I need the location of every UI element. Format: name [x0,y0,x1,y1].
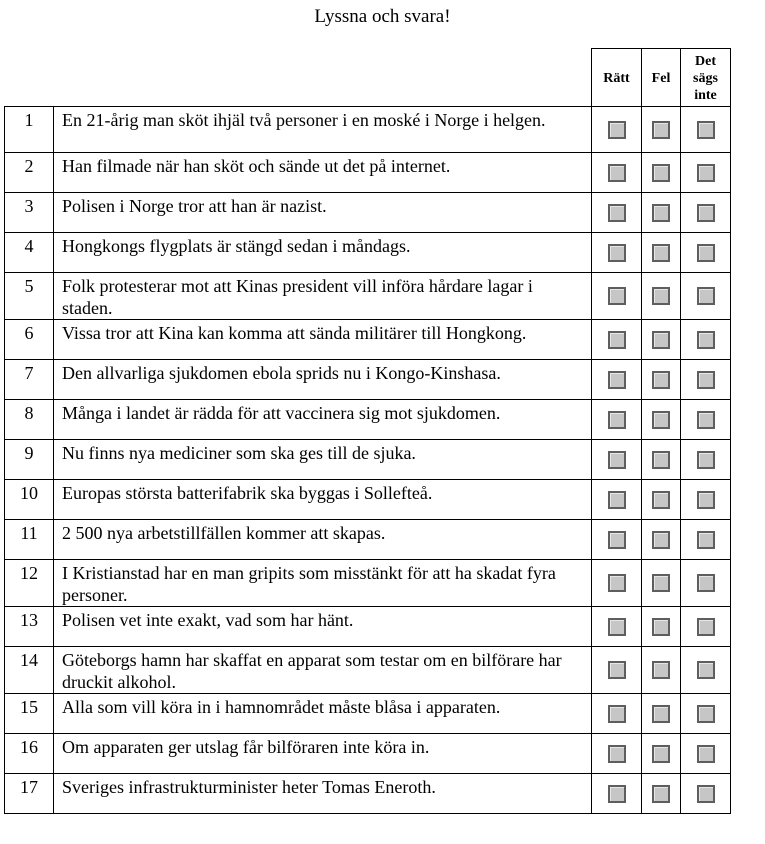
question-row [5,107,731,153]
checkbox-correct-cell [592,400,642,440]
checkbox-correct[interactable] [608,411,626,429]
checkbox-correct-cell [592,233,642,273]
checkbox-wrong-cell [642,273,681,320]
question-row [5,560,731,607]
checkbox-not-said[interactable] [697,745,715,763]
checkbox-correct-cell [592,360,642,400]
checkbox-wrong-cell [642,694,681,734]
checkbox-correct-cell [592,107,642,153]
checkbox-wrong-cell [642,233,681,273]
checkbox-correct[interactable] [608,661,626,679]
checkbox-not-said-cell [681,560,731,607]
checkbox-correct[interactable] [608,745,626,763]
question-row [5,360,731,400]
checkbox-wrong-cell [642,107,681,153]
question-number: 12 [5,560,54,607]
checkbox-wrong-cell [642,560,681,607]
checkbox-correct[interactable] [608,331,626,349]
checkbox-wrong-cell [642,320,681,360]
checkbox-correct-cell [592,320,642,360]
checkbox-correct-cell [592,193,642,233]
checkbox-correct[interactable] [608,531,626,549]
checkbox-wrong[interactable] [652,661,670,679]
quiz-table [4,48,731,814]
question-row [5,774,731,814]
question-text: Han filmade när han sköt och sände ut det på internet. [54,153,592,193]
checkbox-correct[interactable] [608,371,626,389]
checkbox-not-said[interactable] [697,531,715,549]
checkbox-not-said-cell [681,694,731,734]
checkbox-correct-cell [592,647,642,694]
question-number: 2 [5,153,54,193]
checkbox-correct[interactable] [608,574,626,592]
question-text: En 21-årig man sköt ihjäl två personer i en moské i Norge i helgen. [54,107,592,153]
checkbox-correct[interactable] [608,451,626,469]
checkbox-not-said[interactable] [697,491,715,509]
checkbox-correct-cell [592,153,642,193]
checkbox-not-said-cell [681,360,731,400]
question-text: Alla som vill köra in i hamnområdet måste blåsa i apparaten. [54,694,592,734]
checkbox-wrong[interactable] [652,785,670,803]
page-title: Lyssna och svara! [314,6,451,27]
question-text: Folk protesterar mot att Kinas president vill införa hårdare lagar i staden. [54,273,592,320]
question-number: 10 [5,480,54,520]
checkbox-correct[interactable] [608,244,626,262]
question-text: Många i landet är rädda för att vaccinera sig mot sjukdomen. [54,400,592,440]
question-text: Vissa tror att Kina kan komma att sända militärer till Hongkong. [54,320,592,360]
question-text: Hongkongs flygplats är stängd sedan i måndags. [54,233,592,273]
checkbox-not-said[interactable] [697,121,715,139]
checkbox-not-said-cell [681,193,731,233]
checkbox-wrong[interactable] [652,164,670,182]
checkbox-not-said-cell [681,734,731,774]
checkbox-correct-cell [592,774,642,814]
checkbox-wrong[interactable] [652,745,670,763]
question-row [5,193,731,233]
question-row [5,480,731,520]
checkbox-correct-cell [592,694,642,734]
checkbox-correct-cell [592,520,642,560]
question-row [5,273,731,320]
checkbox-correct-cell [592,560,642,607]
question-number: 7 [5,360,54,400]
question-row [5,520,731,560]
header-blank-cell [5,49,592,107]
question-number: 8 [5,400,54,440]
checkbox-wrong-cell [642,440,681,480]
question-number: 11 [5,520,54,560]
question-row [5,400,731,440]
checkbox-not-said[interactable] [697,164,715,182]
checkbox-wrong[interactable] [652,491,670,509]
question-number: 16 [5,734,54,774]
checkbox-not-said[interactable] [697,331,715,349]
checkbox-not-said[interactable] [697,705,715,723]
question-text: Göteborgs hamn har skaffat en apparat som testar om en bilförare har druckit alkohol. [54,647,592,694]
checkbox-wrong-cell [642,193,681,233]
checkbox-not-said-cell [681,320,731,360]
checkbox-correct[interactable] [608,164,626,182]
checkbox-wrong-cell [642,647,681,694]
question-number: 4 [5,233,54,273]
header-not-said-line-3: inte [694,88,717,103]
checkbox-not-said-cell [681,774,731,814]
checkbox-not-said-cell [681,480,731,520]
question-text: I Kristianstad har en man gripits som misstänkt för att ha skadat fyra personer. [54,560,592,607]
question-number: 13 [5,607,54,647]
question-row [5,607,731,647]
checkbox-wrong[interactable] [652,371,670,389]
checkbox-correct[interactable] [608,618,626,636]
question-row [5,647,731,694]
checkbox-wrong[interactable] [652,204,670,222]
checkbox-not-said[interactable] [697,618,715,636]
checkbox-correct-cell [592,734,642,774]
checkbox-correct[interactable] [608,785,626,803]
checkbox-wrong[interactable] [652,574,670,592]
question-number: 9 [5,440,54,480]
question-number: 5 [5,273,54,320]
question-text: 2 500 nya arbetstillfällen kommer att skapas. [54,520,592,560]
question-text: Polisen i Norge tror att han är nazist. [54,193,592,233]
checkbox-not-said[interactable] [697,204,715,222]
checkbox-not-said-cell [681,233,731,273]
checkbox-not-said-cell [681,647,731,694]
checkbox-wrong-cell [642,360,681,400]
checkbox-wrong[interactable] [652,531,670,549]
checkbox-not-said-cell [681,107,731,153]
checkbox-not-said-cell [681,400,731,440]
question-row [5,320,731,360]
question-text: Den allvarliga sjukdomen ebola sprids nu i Kongo-Kinshasa. [54,360,592,400]
header-row [5,49,731,107]
checkbox-correct-cell [592,440,642,480]
header-correct: Rätt [592,49,642,107]
question-text: Europas största batterifabrik ska byggas i Sollefteå. [54,480,592,520]
checkbox-wrong[interactable] [652,331,670,349]
checkbox-correct[interactable] [608,705,626,723]
checkbox-not-said[interactable] [697,371,715,389]
checkbox-not-said-cell [681,153,731,193]
checkbox-wrong-cell [642,400,681,440]
checkbox-correct-cell [592,607,642,647]
checkbox-not-said[interactable] [697,574,715,592]
question-row [5,233,731,273]
question-row [5,153,731,193]
checkbox-wrong[interactable] [652,411,670,429]
checkbox-wrong-cell [642,774,681,814]
question-text: Polisen vet inte exakt, vad som har hänt. [54,607,592,647]
question-number: 17 [5,774,54,814]
checkbox-wrong[interactable] [652,287,670,305]
checkbox-not-said-cell [681,273,731,320]
checkbox-not-said-cell [681,607,731,647]
question-row [5,734,731,774]
checkbox-wrong[interactable] [652,618,670,636]
checkbox-not-said[interactable] [697,411,715,429]
header-not-said-line-1: Det [695,54,716,69]
header-not-said-line-2: sägs [693,71,718,86]
checkbox-not-said[interactable] [697,785,715,803]
header-wrong: Fel [642,49,681,107]
checkbox-correct[interactable] [608,491,626,509]
header-not-said [681,49,731,107]
checkbox-not-said[interactable] [697,661,715,679]
question-text: Sveriges infrastrukturminister heter Tomas Eneroth. [54,774,592,814]
checkbox-wrong[interactable] [652,451,670,469]
checkbox-wrong[interactable] [652,244,670,262]
checkbox-wrong[interactable] [652,705,670,723]
checkbox-wrong[interactable] [652,121,670,139]
checkbox-wrong-cell [642,153,681,193]
checkbox-correct[interactable] [608,204,626,222]
checkbox-correct[interactable] [608,121,626,139]
checkbox-correct-cell [592,480,642,520]
question-number: 1 [5,107,54,153]
checkbox-wrong-cell [642,480,681,520]
question-number: 6 [5,320,54,360]
checkbox-not-said-cell [681,520,731,560]
checkbox-wrong-cell [642,734,681,774]
checkbox-wrong-cell [642,607,681,647]
checkbox-not-said[interactable] [697,287,715,305]
checkbox-wrong-cell [642,520,681,560]
checkbox-not-said[interactable] [697,244,715,262]
checkbox-correct-cell [592,273,642,320]
checkbox-correct[interactable] [608,287,626,305]
question-text: Om apparaten ger utslag får bilföraren inte köra in. [54,734,592,774]
question-row [5,440,731,480]
question-number: 15 [5,694,54,734]
checkbox-not-said[interactable] [697,451,715,469]
question-number: 3 [5,193,54,233]
question-text: Nu finns nya mediciner som ska ges till de sjuka. [54,440,592,480]
question-row [5,694,731,734]
question-number: 14 [5,647,54,694]
checkbox-not-said-cell [681,440,731,480]
